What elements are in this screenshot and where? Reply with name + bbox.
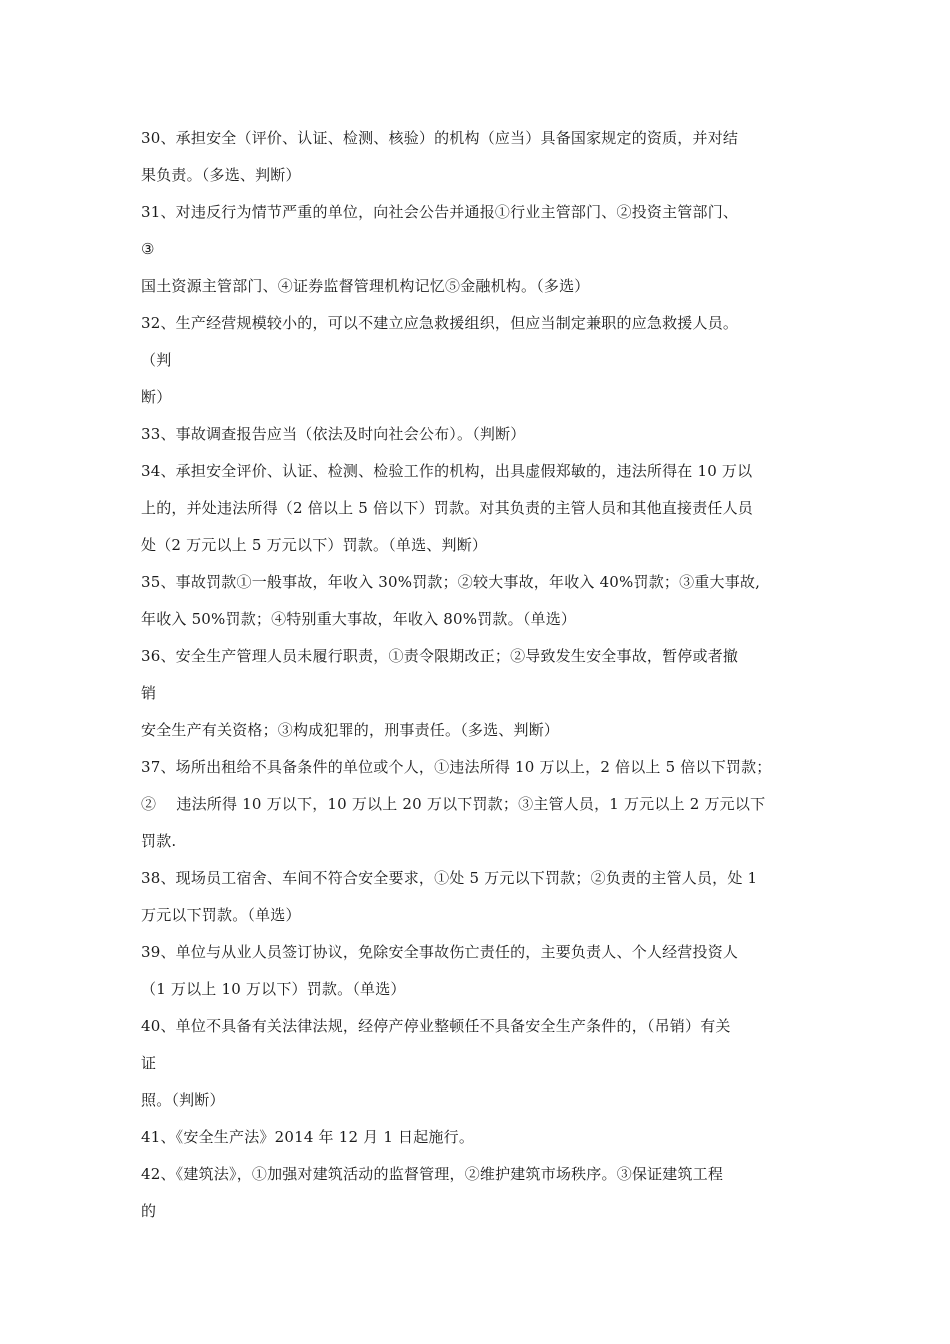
text-line: 安全生产有关资格；③构成犯罪的，刑事责任。（多选、判断） <box>141 721 560 739</box>
text-line: 果负责。（多选、判断） <box>141 166 301 184</box>
text-line: 证 <box>141 1054 157 1072</box>
text-line: （1 万以上 10 万以下）罚款。（单选） <box>141 980 406 998</box>
text-line: 32、生产经营规模较小的，可以不建立应急救援组织，但应当制定兼职的应急救援人员。 <box>141 314 739 332</box>
text-line: 40、单位不具备有关法律法规，经停产停业整顿任不具备安全生产条件的，（吊销）有关 <box>141 1017 731 1035</box>
text-line: 39、单位与从业人员签订协议，免除安全事故伤亡责任的，主要负责人、个人经营投资人 <box>141 943 739 961</box>
text-line: 断） <box>141 388 172 406</box>
text-line: 36、安全生产管理人员未履行职责，①责令限期改正；②导致发生安全事故，暂停或者撤 <box>141 647 739 665</box>
text-line: 罚款. <box>141 832 177 850</box>
text-line: ② 违法所得 10 万以下，10 万以上 20 万以下罚款；③主管人员，1 万元以上 2 万元以下 <box>141 795 766 813</box>
document-body <box>141 120 821 1230</box>
text-line: （判 <box>141 351 172 369</box>
text-line: 的 <box>141 1202 157 1220</box>
text-line: 34、承担安全评价、认证、检测、检验工作的机构，出具虚假郑敏的，违法所得在 10 万以 <box>141 462 753 480</box>
text-line: 照。（判断） <box>141 1091 225 1109</box>
text-line: 37、场所出租给不具备条件的单位或个人，①违法所得 10 万以上，2 倍以上 5 倍以下罚款； <box>141 758 772 776</box>
text-line: 上的，并处违法所得（2 倍以上 5 倍以下）罚款。对其负责的主管人员和其他直接责任人员 <box>141 499 753 517</box>
text-line: 42、《建筑法》，①加强对建筑活动的监督管理，②维护建筑市场秩序。③保证建筑工程 <box>141 1165 724 1183</box>
text-line: 38、现场员工宿舍、车间不符合安全要求，①处 5 万元以下罚款；②负责的主管人员，处 1 <box>141 869 758 887</box>
text-line: 35、事故罚款①一般事故，年收入 30%罚款；②较大事故，年收入 40%罚款；③重大事故, <box>141 573 761 591</box>
text-line: 处（2 万元以上 5 万元以下）罚款。（单选、判断） <box>141 536 488 554</box>
text-line: 国土资源主管部门、④证券监督管理机构记忆⑤金融机构。（多选） <box>141 277 590 295</box>
text-line: 41、《安全生产法》2014 年 12 月 1 日起施行。 <box>141 1128 475 1146</box>
text-line: 31、对违反行为情节严重的单位，向社会公告并通报①行业主管部门、②投资主管部门、 <box>141 203 739 221</box>
text-line: 33、事故调查报告应当（依法及时向社会公布）。（判断） <box>141 425 526 443</box>
text-line: 年收入 50%罚款；④特别重大事故，年收入 80%罚款。（单选） <box>141 610 577 628</box>
text-line: 万元以下罚款。（单选） <box>141 906 301 924</box>
text-line: 销 <box>141 684 157 702</box>
text-line: 30、承担安全（评价、认证、检测、核验）的机构（应当）具备国家规定的资质，并对结 <box>141 129 739 147</box>
text-line: ③ <box>141 240 155 258</box>
